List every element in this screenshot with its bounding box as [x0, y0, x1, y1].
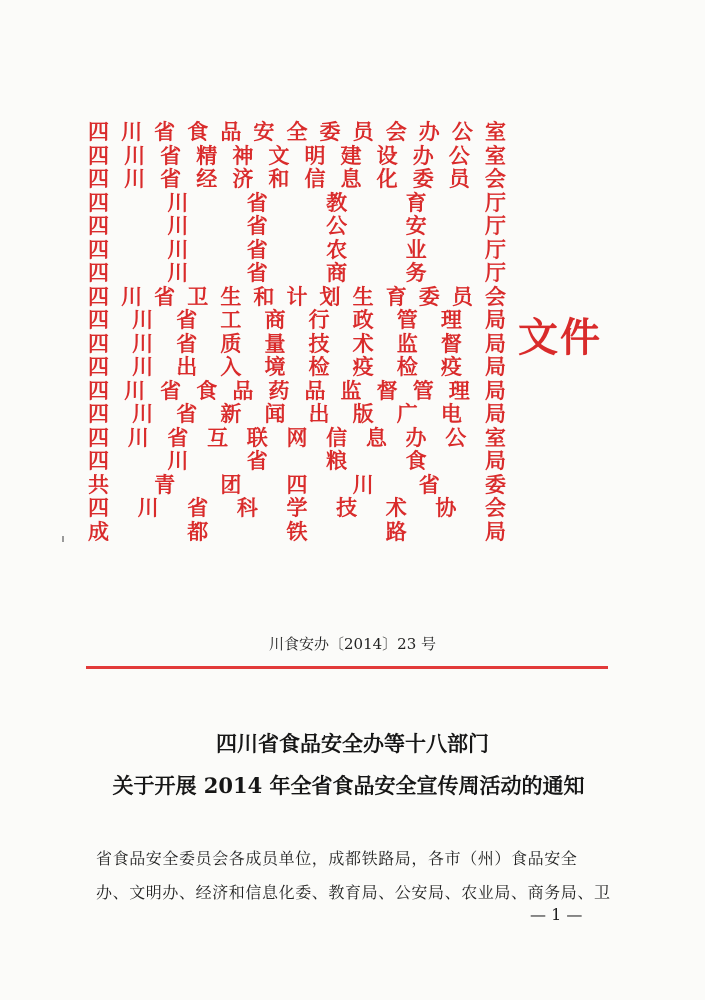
issuer-char: 食: [196, 378, 218, 403]
issuer-char: 公: [451, 120, 473, 144]
issuer-char: 建: [340, 143, 362, 168]
issuer-char: 共: [88, 472, 109, 497]
issuer-char: 入: [220, 355, 242, 379]
issuer-row: [88, 239, 506, 263]
body-text-line-1: 省食品安全委员会各成员单位，成都铁路局，各市（州）食品安全: [96, 849, 578, 868]
issuer-char: 疫: [440, 355, 462, 379]
issuer-char: 网: [286, 425, 308, 450]
issuer-char: 督: [440, 331, 462, 356]
issuer-char: 省: [418, 472, 440, 497]
issuer-char: 四: [88, 425, 109, 450]
issuer-char: 四: [88, 261, 109, 285]
issuer-char: 闻: [264, 402, 286, 426]
issuer-char: 品: [232, 378, 254, 403]
issuer-char: 检: [308, 355, 330, 379]
issuer-char: 局: [484, 378, 506, 403]
issuer-char: 管: [396, 308, 418, 332]
issuer-char: 四: [88, 331, 109, 356]
issuer-char: 员: [352, 120, 374, 144]
issuer-char: 育: [385, 284, 407, 309]
issuer-char: 息: [365, 425, 387, 450]
issuer-char: 四: [88, 308, 109, 332]
issuer-char: 川: [124, 167, 146, 191]
issuer-char: 技: [308, 331, 330, 356]
issuer-char: 新: [220, 402, 242, 426]
issuer-char: 会: [485, 496, 506, 520]
issuer-char: 技: [336, 496, 358, 520]
issuer-char: 委: [412, 167, 434, 191]
issuer-char: 计: [286, 284, 308, 309]
issuer-char: 设: [376, 143, 398, 168]
issuer-char: 划: [319, 284, 341, 309]
issuer-char: 都: [187, 519, 209, 544]
issuer-char: 四: [88, 355, 109, 379]
issuer-row: [88, 215, 506, 239]
issuer-char: 化: [376, 167, 398, 191]
issuer-char: 省: [160, 378, 182, 403]
issuer-char: 文: [268, 143, 290, 168]
issuer-row: [88, 145, 506, 169]
issuer-char: 青: [154, 472, 176, 497]
issuer-char: 省: [246, 237, 268, 262]
issuer-char: 科: [236, 496, 258, 520]
body-text-line-2: 办、文明办、经济和信息化委、教育局、公安局、农业局、商务局、卫: [96, 883, 611, 902]
issuer-row: [88, 427, 506, 451]
issuer-char: 川: [352, 472, 374, 497]
issuer-row: [88, 309, 506, 333]
issuer-char: 省: [246, 449, 268, 473]
issuer-char: 员: [451, 284, 473, 309]
issuer-char: 局: [484, 331, 506, 356]
issuing-offices-list: [88, 121, 506, 544]
issuer-char: 信: [326, 425, 348, 450]
issuer-row: [88, 168, 506, 192]
issuer-char: 互: [207, 425, 229, 450]
scan-speck: [62, 536, 64, 542]
issuer-char: 公: [448, 143, 470, 168]
issuer-char: 理: [440, 308, 462, 332]
issuer-char: 协: [435, 496, 457, 520]
issuer-char: 公: [326, 214, 348, 238]
issuer-char: 出: [308, 402, 330, 426]
issuer-char: 川: [127, 425, 149, 450]
issuer-char: 育: [405, 190, 427, 215]
issuer-char: 济: [232, 167, 254, 191]
issuer-char: 四: [88, 214, 109, 238]
issuer-char: 室: [484, 425, 506, 450]
issuer-char: 四: [88, 143, 109, 168]
issuer-char: 精: [196, 143, 218, 168]
issuer-char: 会: [484, 284, 506, 309]
issuer-char: 办: [412, 143, 434, 168]
issuer-char: 员: [448, 167, 470, 191]
issuer-char: 量: [264, 331, 286, 356]
issuer-char: 息: [340, 167, 362, 191]
issuer-char: 四: [88, 284, 109, 309]
issuer-char: 川: [124, 378, 146, 403]
issuer-row: [88, 262, 506, 286]
issuer-char: 工: [220, 308, 242, 332]
issuer-char: 卫: [187, 284, 209, 309]
issuer-char: 委: [319, 120, 341, 144]
issuer-row: [88, 333, 506, 357]
issuer-char: 品: [304, 378, 326, 403]
issuer-char: 全: [286, 120, 308, 144]
page-number: — 1 —: [530, 905, 583, 924]
issuer-char: 办: [418, 120, 440, 144]
issuer-char: 会: [484, 167, 506, 191]
issuer-char: 省: [187, 496, 209, 520]
issuer-char: 术: [385, 496, 407, 520]
issuer-char: 川: [121, 284, 143, 309]
issuer-char: 明: [304, 143, 326, 168]
issuer-char: 监: [396, 331, 418, 356]
issuer-char: 版: [352, 402, 374, 426]
issuer-row: [88, 474, 506, 498]
issuer-char: 四: [88, 237, 109, 262]
issuer-char: 川: [167, 214, 189, 238]
issuer-char: 和: [253, 284, 275, 309]
issuer-row: [88, 450, 506, 474]
issuer-char: 商: [326, 261, 348, 285]
issuer-char: 四: [88, 120, 109, 144]
issuer-char: 省: [246, 214, 268, 238]
issuer-char: 出: [176, 355, 198, 379]
issuer-row: [88, 497, 506, 521]
issuer-char: 药: [268, 378, 290, 403]
issuer-char: 商: [264, 308, 286, 332]
issuer-char: 厅: [484, 214, 506, 238]
issuer-char: 四: [88, 449, 109, 473]
issuer-char: 办: [405, 425, 427, 450]
issuer-char: 川: [132, 402, 154, 426]
issuer-char: 省: [176, 331, 198, 356]
issuer-char: 粮: [326, 449, 348, 473]
issuer-char: 省: [246, 190, 268, 215]
issuer-char: 川: [132, 308, 154, 332]
issuer-char: 生: [352, 284, 374, 309]
issuer-char: 理: [448, 378, 470, 403]
issuer-char: 川: [167, 449, 189, 473]
issuer-char: 厅: [484, 261, 506, 285]
issuer-row: [88, 192, 506, 216]
issuer-char: 川: [132, 331, 154, 356]
issuer-char: 四: [88, 167, 109, 191]
issuer-char: 质: [220, 331, 242, 356]
issuer-char: 四: [286, 472, 308, 497]
issuer-char: 厅: [484, 190, 506, 215]
issuer-char: 会: [385, 120, 407, 144]
issuer-row: [88, 356, 506, 380]
issuer-char: 务: [405, 261, 427, 285]
issuer-char: 团: [220, 472, 242, 497]
document-number: 川食安办〔2014〕23 号: [268, 635, 437, 653]
issuer-row: [88, 380, 506, 404]
issuer-char: 路: [385, 519, 407, 544]
issuer-char: 生: [220, 284, 242, 309]
issuer-char: 铁: [286, 519, 308, 544]
issuer-char: 室: [484, 143, 506, 168]
issuer-char: 厅: [484, 237, 506, 262]
issuer-char: 监: [340, 378, 362, 403]
issuer-char: 学: [286, 496, 308, 520]
issuer-char: 四: [88, 402, 109, 426]
issuer-char: 省: [154, 284, 176, 309]
issuer-char: 省: [160, 143, 182, 168]
notice-title-line-1: 四川省食品安全办等十八部门: [216, 731, 489, 756]
issuer-char: 管: [412, 378, 434, 403]
issuer-char: 神: [232, 143, 254, 168]
issuer-char: 省: [176, 402, 198, 426]
issuer-char: 境: [264, 355, 286, 379]
issuer-char: 安: [405, 214, 427, 238]
issuer-char: 室: [484, 120, 506, 144]
issuer-char: 局: [484, 355, 506, 379]
issuer-char: 食: [187, 120, 209, 144]
document-word: 文件: [518, 315, 602, 361]
issuer-char: 四: [88, 378, 109, 403]
issuer-char: 政: [352, 308, 374, 332]
issuer-row: [88, 403, 506, 427]
issuer-char: 公: [445, 425, 467, 450]
issuer-char: 广: [396, 402, 418, 426]
issuer-char: 省: [176, 308, 198, 332]
issuer-char: 教: [326, 190, 348, 215]
issuer-row: [88, 521, 506, 545]
notice-title-line-2: 关于开展 2014 年全省食品安全宣传周活动的通知: [112, 773, 585, 798]
issuer-char: 川: [167, 261, 189, 285]
issuer-char: 业: [405, 237, 427, 262]
issuer-char: 川: [121, 120, 143, 144]
issuer-char: 省: [160, 167, 182, 191]
issuer-char: 四: [88, 496, 109, 520]
issuer-char: 经: [196, 167, 218, 191]
issuer-char: 和: [268, 167, 290, 191]
issuer-char: 川: [137, 496, 159, 520]
issuer-char: 督: [376, 378, 398, 403]
issuer-char: 电: [440, 402, 462, 426]
issuer-char: 委: [484, 472, 506, 497]
issuer-row: [88, 286, 506, 310]
issuer-char: 农: [326, 237, 348, 262]
issuer-char: 川: [167, 190, 189, 215]
issuer-char: 委: [418, 284, 440, 309]
issuer-char: 省: [154, 120, 176, 144]
issuer-row: [88, 121, 506, 145]
issuer-char: 局: [484, 402, 506, 426]
issuer-char: 术: [352, 331, 374, 356]
issuer-char: 四: [88, 190, 109, 215]
issuer-char: 川: [132, 355, 154, 379]
issuer-char: 食: [405, 449, 427, 473]
issuer-char: 省: [167, 425, 189, 450]
issuer-char: 成: [88, 519, 109, 544]
issuer-char: 行: [308, 308, 330, 332]
issuer-char: 局: [485, 519, 506, 544]
issuer-char: 局: [484, 308, 506, 332]
issuer-char: 川: [167, 237, 189, 262]
issuer-char: 疫: [352, 355, 374, 379]
red-divider-line: [86, 666, 608, 669]
issuer-char: 检: [396, 355, 418, 379]
issuer-char: 省: [246, 261, 268, 285]
issuer-char: 局: [484, 449, 506, 473]
issuer-char: 品: [220, 120, 242, 144]
issuer-char: 联: [246, 425, 268, 450]
issuer-char: 川: [124, 143, 146, 168]
issuer-char: 安: [253, 120, 275, 144]
issuer-char: 信: [304, 167, 326, 191]
